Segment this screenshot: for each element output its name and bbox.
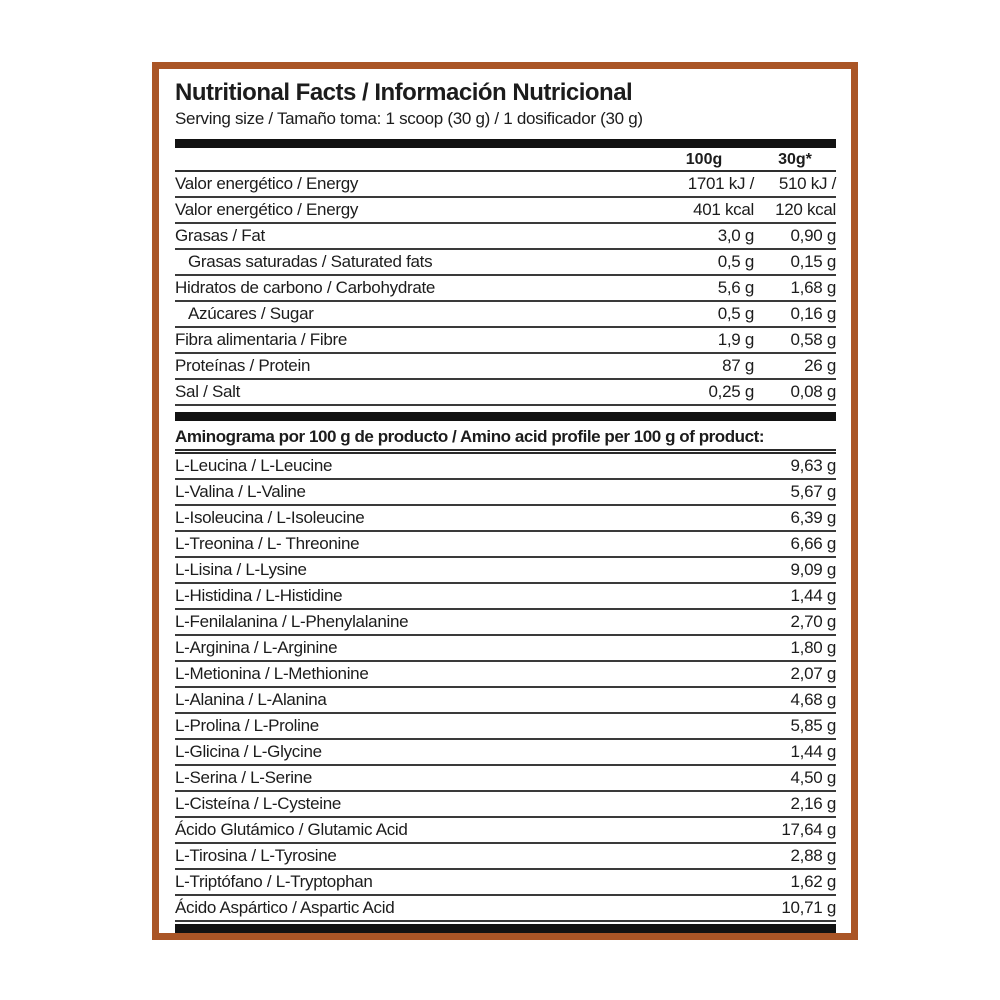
amino-value: 2,70 g [790,612,836,631]
amino-row [175,870,836,896]
amino-value: 1,44 g [790,586,836,605]
nutrition-row [175,302,836,328]
value-per-30g: 0,16 g [790,304,836,323]
nutrition-row [175,328,836,354]
divider-bar-bottom [175,924,836,933]
amino-value: 1,80 g [790,638,836,657]
amino-value: 6,39 g [790,508,836,527]
amino-name: L-Prolina / L-Proline [175,716,319,735]
nutrition-label [152,62,858,940]
nutrition-row [175,354,836,380]
amino-row [175,454,836,480]
value-per-30g: 0,90 g [790,226,836,245]
nutrient-name: Sal / Salt [175,382,241,401]
value-per-100g: 3,0 g [717,226,754,245]
nutrient-name: Fibra alimentaria / Fibre [175,330,348,349]
amino-acid-table [175,454,836,922]
value-per-100g: 87 g [722,356,754,375]
amino-row [175,896,836,922]
amino-value: 5,67 g [790,482,836,501]
amino-value: 6,66 g [790,534,836,553]
amino-name: L-Cisteína / L-Cysteine [175,794,342,813]
amino-profile-header: Aminograma por 100 g de producto / Amino acid profile per 100 g of product: [175,421,836,454]
value-per-30g: 0,15 g [790,252,836,271]
amino-row [175,610,836,636]
value-per-100g: 0,5 g [717,304,754,323]
value-per-30g: 120 kcal [775,200,836,219]
label-title: Nutritional Facts / Información Nutricional [175,79,633,106]
amino-value: 17,64 g [781,820,836,839]
value-per-100g: 0,25 g [708,382,754,401]
nutrition-row [175,276,836,302]
amino-name: Ácido Glutámico / Glutamic Acid [175,820,408,839]
amino-row [175,792,836,818]
amino-name: L-Arginina / L-Arginine [175,638,338,657]
nutrient-name: Valor energético / Energy [175,200,359,219]
nutrition-row [175,380,836,406]
amino-name: L-Triptófano / L-Tryptophan [175,872,373,891]
amino-row [175,558,836,584]
amino-row [175,636,836,662]
amino-name: L-Tirosina / L-Tyrosine [175,846,337,865]
amino-row [175,818,836,844]
amino-value: 2,07 g [790,664,836,683]
value-per-30g: 0,58 g [790,330,836,349]
nutrient-name: Azúcares / Sugar [188,304,314,323]
amino-value: 1,44 g [790,742,836,761]
amino-row [175,688,836,714]
serving-size: Serving size / Tamaño toma: 1 scoop (30 g) / 1 dosificador (30 g) [175,109,643,128]
nutrient-name: Proteínas / Protein [175,356,311,375]
amino-name: L-Isoleucina / L-Isoleucine [175,508,365,527]
amino-row [175,506,836,532]
nutrition-row [175,250,836,276]
amino-name: L-Histidina / L-Histidine [175,586,343,605]
amino-name: L-Serina / L-Serine [175,768,312,787]
column-header-100g: 100g [685,151,723,168]
divider-bar-top [175,139,836,148]
amino-row [175,844,836,870]
amino-value: 4,68 g [790,690,836,709]
nutrient-name: Grasas saturadas / Saturated fats [188,252,433,271]
value-per-30g: 510 kJ / [778,174,836,193]
amino-value: 1,62 g [790,872,836,891]
amino-name: L-Alanina / L-Alanina [175,690,327,709]
amino-row [175,714,836,740]
amino-row [175,766,836,792]
amino-row [175,584,836,610]
value-per-100g: 0,5 g [717,252,754,271]
amino-value: 9,63 g [790,456,836,475]
amino-name: L-Lisina / L-Lysine [175,560,307,579]
nutrition-row [175,198,836,224]
nutrient-name: Hidratos de carbono / Carbohydrate [175,278,436,297]
amino-row [175,480,836,506]
nutrition-row [175,224,836,250]
column-headers [175,148,836,172]
amino-value: 10,71 g [781,898,836,917]
amino-value: 5,85 g [790,716,836,735]
amino-name: L-Leucina / L-Leucine [175,456,333,475]
divider-bar-middle [175,412,836,421]
nutrition-row [175,172,836,198]
nutrient-name: Grasas / Fat [175,226,265,245]
amino-row [175,662,836,688]
nutrient-name: Valor energético / Energy [175,174,359,193]
amino-name: L-Valina / L-Valine [175,482,306,501]
column-header-30g: 30g* [778,151,812,168]
amino-row [175,740,836,766]
amino-value: 2,16 g [790,794,836,813]
value-per-100g: 1,9 g [717,330,754,349]
value-per-30g: 26 g [804,356,836,375]
amino-name: L-Fenilalanina / L-Phenylalanine [175,612,409,631]
amino-name: L-Treonina / L- Threonine [175,534,360,553]
value-per-30g: 1,68 g [790,278,836,297]
amino-value: 2,88 g [790,846,836,865]
amino-name: L-Metionina / L-Methionine [175,664,369,683]
value-per-100g: 5,6 g [717,278,754,297]
amino-value: 9,09 g [790,560,836,579]
value-per-100g: 401 kcal [693,200,754,219]
amino-name: Ácido Aspártico / Aspartic Acid [175,898,395,917]
value-per-30g: 0,08 g [790,382,836,401]
value-per-100g: 1701 kJ / [687,174,754,193]
amino-value: 4,50 g [790,768,836,787]
nutrition-table [175,172,836,406]
amino-row [175,532,836,558]
amino-name: L-Glicina / L-Glycine [175,742,322,761]
